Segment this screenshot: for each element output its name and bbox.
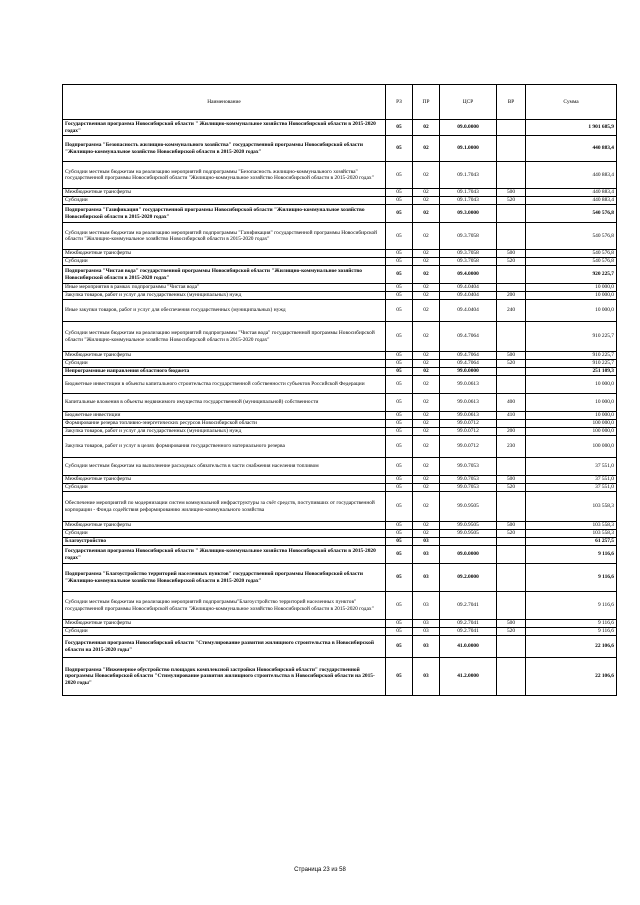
table-row: [63, 564, 617, 592]
cell-sum: 37 551,0: [526, 458, 617, 476]
header-csr: ЦСР: [440, 85, 497, 120]
cell-name: Иные закупки товаров, работ и услуг для обеспечения государственных (муниципальных) нужд: [63, 300, 386, 322]
cell-vr: 500: [497, 189, 526, 197]
cell-sum: 440 883,4: [526, 136, 617, 162]
cell-pr: 03: [413, 658, 440, 696]
cell-pr: 02: [413, 458, 440, 476]
cell-pr: 02: [413, 476, 440, 484]
cell-sum: 540 576,8: [526, 250, 617, 258]
page-number: Страница 23 из 58: [294, 867, 346, 873]
cell-vr: 230: [497, 436, 526, 458]
table-row: [63, 258, 617, 266]
table-row: [63, 292, 617, 300]
cell-rz: 05: [386, 258, 413, 266]
cell-name: Межбюджетные трансферты: [63, 620, 386, 628]
table-row: [63, 412, 617, 420]
cell-csr: 99.0.9505: [440, 530, 497, 538]
cell-vr: 500: [497, 352, 526, 360]
cell-name: Закупка товаров, работ и услуг для государственных (муниципальных) нужд: [63, 292, 386, 300]
cell-vr: 500: [497, 250, 526, 258]
cell-name: Бюджетные инвестиции в объекты капитального строительства государственной собственности субъектов Российской Федерации: [63, 376, 386, 394]
cell-name: Закупка товаров, работ и услуг для государственных (муниципальных) нужд: [63, 428, 386, 436]
cell-pr: 02: [413, 360, 440, 368]
cell-vr: [497, 538, 526, 546]
cell-name: Капитальные вложения в объекты недвижимого имущества государственной (муниципальной) собственности: [63, 394, 386, 412]
cell-rz: 05: [386, 522, 413, 530]
cell-vr: [497, 564, 526, 592]
cell-vr: [497, 162, 526, 189]
cell-csr: 99.0.0712: [440, 436, 497, 458]
cell-sum: 910 225,7: [526, 352, 617, 360]
cell-rz: 05: [386, 266, 413, 284]
cell-sum: 910 225,7: [526, 360, 617, 368]
cell-csr: 09.1.0000: [440, 136, 497, 162]
header-vr: ВР: [497, 85, 526, 120]
cell-name: Субсидии местным бюджетам на реализацию мероприятий подпрограммы "Чистая вода" государственной программы Новосибирской области "Жилищно-коммунальное хозяйство Новосибирской области в 2015-2020 годах": [63, 322, 386, 352]
cell-name: Субсидии: [63, 530, 386, 538]
cell-rz: 05: [386, 620, 413, 628]
table-row: [63, 428, 617, 436]
cell-rz: 05: [386, 360, 413, 368]
cell-sum: 103 558,3: [526, 530, 617, 538]
table-row: [63, 458, 617, 476]
cell-rz: 05: [386, 322, 413, 352]
header-name: Наименование: [63, 85, 386, 120]
cell-rz: 05: [386, 162, 413, 189]
cell-csr: 99.0.0712: [440, 420, 497, 428]
cell-rz: 05: [386, 292, 413, 300]
cell-rz: 05: [386, 136, 413, 162]
cell-vr: [497, 223, 526, 250]
cell-name: Закупка товаров, работ и услуг в целях формирования государственного материального резерва: [63, 436, 386, 458]
cell-csr: 09.4.7064: [440, 322, 497, 352]
cell-rz: 05: [386, 300, 413, 322]
cell-name: Субсидии местным бюджетам на реализацию мероприятий подпрограммы "Газификация" государственной программы Новосибирской области "Жилищно-коммунальное хозяйство Новосибирской области в 2015-2020 годах": [63, 223, 386, 250]
cell-sum: 100 000,0: [526, 428, 617, 436]
cell-name: Подпрограмма "Чистая вода" государственной программы Новосибирской области "Жилищно-коммунальное хозяйство Новосибирской области в 2015-2020 годах": [63, 266, 386, 284]
cell-sum: 910 225,7: [526, 322, 617, 352]
cell-sum: 22 106,6: [526, 658, 617, 696]
cell-sum: 100 000,0: [526, 436, 617, 458]
cell-pr: 02: [413, 136, 440, 162]
cell-pr: 02: [413, 300, 440, 322]
cell-sum: 61 257,5: [526, 538, 617, 546]
table-row: [63, 360, 617, 368]
table-row: [63, 636, 617, 658]
cell-csr: [440, 538, 497, 546]
cell-rz: 05: [386, 628, 413, 636]
cell-vr: 520: [497, 360, 526, 368]
cell-rz: 05: [386, 197, 413, 205]
cell-pr: 02: [413, 223, 440, 250]
cell-sum: 440 883,4: [526, 189, 617, 197]
cell-rz: 05: [386, 394, 413, 412]
cell-rz: 05: [386, 428, 413, 436]
cell-pr: 03: [413, 564, 440, 592]
cell-pr: 02: [413, 420, 440, 428]
cell-csr: 09.4.7064: [440, 352, 497, 360]
header-sum: Сумма: [526, 85, 617, 120]
cell-sum: 103 558,3: [526, 492, 617, 522]
cell-rz: 05: [386, 492, 413, 522]
cell-vr: [497, 658, 526, 696]
cell-sum: 22 106,6: [526, 636, 617, 658]
table-row: [63, 546, 617, 564]
cell-rz: 05: [386, 564, 413, 592]
cell-vr: [497, 458, 526, 476]
table-row: [63, 223, 617, 250]
cell-csr: 09.2.0000: [440, 564, 497, 592]
cell-csr: 09.1.7043: [440, 197, 497, 205]
cell-rz: 05: [386, 376, 413, 394]
table-row: [63, 266, 617, 284]
cell-vr: [497, 368, 526, 376]
cell-vr: 520: [497, 530, 526, 538]
cell-pr: 03: [413, 538, 440, 546]
cell-sum: 10 000,0: [526, 300, 617, 322]
cell-vr: [497, 546, 526, 564]
cell-rz: 05: [386, 412, 413, 420]
cell-rz: 05: [386, 476, 413, 484]
cell-csr: 99.0.9505: [440, 492, 497, 522]
cell-pr: 02: [413, 205, 440, 223]
cell-rz: 05: [386, 592, 413, 620]
cell-csr: 09.4.0404: [440, 292, 497, 300]
cell-csr: 09.4.0404: [440, 284, 497, 292]
cell-name: Субсидии местным бюджетам на выполнение расходных обязательств в части снабжения населения топливом: [63, 458, 386, 476]
cell-pr: 02: [413, 162, 440, 189]
cell-rz: 05: [386, 420, 413, 428]
table-row: [63, 628, 617, 636]
cell-name: Межбюджетные трансферты: [63, 250, 386, 258]
cell-name: Государственная программа Новосибирской области " Жилищно-коммунальное хозяйство Новосибирской области в 2015-2020 годах": [63, 120, 386, 136]
cell-vr: [497, 492, 526, 522]
cell-vr: [497, 205, 526, 223]
cell-sum: 10 000,0: [526, 376, 617, 394]
cell-vr: [497, 376, 526, 394]
cell-csr: 09.1.7043: [440, 189, 497, 197]
cell-vr: [497, 420, 526, 428]
cell-name: Субсидии: [63, 197, 386, 205]
cell-rz: 05: [386, 538, 413, 546]
cell-csr: 09.3.7058: [440, 223, 497, 250]
cell-pr: 02: [413, 522, 440, 530]
cell-name: Государственная программа Новосибирской области " Жилищно-коммунальное хозяйство Новосибирской области в 2015-2020 годах": [63, 546, 386, 564]
cell-name: Субсидии: [63, 258, 386, 266]
cell-pr: 02: [413, 530, 440, 538]
budget-table: [62, 84, 617, 696]
table-row: [63, 189, 617, 197]
cell-pr: 02: [413, 189, 440, 197]
table-body: [63, 120, 617, 696]
cell-csr: 09.3.7058: [440, 250, 497, 258]
cell-rz: 05: [386, 120, 413, 136]
cell-vr: [497, 322, 526, 352]
cell-name: Благоустройство: [63, 538, 386, 546]
cell-pr: 03: [413, 546, 440, 564]
cell-name: Субсидии: [63, 360, 386, 368]
header-rz: РЗ: [386, 85, 413, 120]
cell-vr: 200: [497, 428, 526, 436]
cell-csr: 09.2.7041: [440, 592, 497, 620]
cell-vr: 520: [497, 197, 526, 205]
cell-sum: 251 109,3: [526, 368, 617, 376]
cell-pr: 02: [413, 250, 440, 258]
cell-rz: 05: [386, 368, 413, 376]
cell-sum: 540 576,8: [526, 205, 617, 223]
cell-sum: 10 000,0: [526, 394, 617, 412]
cell-name: Субсидии: [63, 484, 386, 492]
table-row: [63, 492, 617, 522]
cell-sum: 9 116,6: [526, 628, 617, 636]
table-row: [63, 352, 617, 360]
cell-vr: [497, 592, 526, 620]
table-row: [63, 592, 617, 620]
cell-rz: 05: [386, 250, 413, 258]
cell-pr: 03: [413, 592, 440, 620]
cell-sum: 9 116,6: [526, 564, 617, 592]
cell-csr: 09.3.0000: [440, 205, 497, 223]
cell-pr: 03: [413, 636, 440, 658]
table-header-row: [63, 85, 617, 120]
cell-csr: 09.2.7041: [440, 620, 497, 628]
cell-pr: 02: [413, 284, 440, 292]
cell-vr: 520: [497, 258, 526, 266]
table-row: [63, 284, 617, 292]
cell-name: Подпрограмма "Газификация" государственной программы Новосибирской области "Жилищно-коммунальное хозяйство Новосибирской области в 2015-2020 годах": [63, 205, 386, 223]
cell-csr: 99.0.0613: [440, 394, 497, 412]
cell-pr: 03: [413, 628, 440, 636]
cell-sum: 440 883,4: [526, 162, 617, 189]
table-row: [63, 162, 617, 189]
cell-csr: 99.0.0000: [440, 368, 497, 376]
table-row: [63, 136, 617, 162]
cell-rz: 05: [386, 436, 413, 458]
table-row: [63, 197, 617, 205]
cell-sum: 10 000,0: [526, 412, 617, 420]
table-row: [63, 368, 617, 376]
cell-rz: 05: [386, 636, 413, 658]
cell-rz: 05: [386, 223, 413, 250]
cell-pr: 02: [413, 484, 440, 492]
cell-pr: 02: [413, 436, 440, 458]
table-row: [63, 436, 617, 458]
table-row: [63, 300, 617, 322]
cell-name: Межбюджетные трансферты: [63, 189, 386, 197]
cell-csr: 99.0.7053: [440, 476, 497, 484]
cell-csr: 09.4.0404: [440, 300, 497, 322]
cell-sum: 100 000,0: [526, 420, 617, 428]
cell-csr: 09.0.0000: [440, 120, 497, 136]
table-row: [63, 322, 617, 352]
cell-vr: [497, 266, 526, 284]
cell-vr: 240: [497, 300, 526, 322]
cell-sum: 540 576,8: [526, 223, 617, 250]
table-row: [63, 538, 617, 546]
cell-name: Субсидии: [63, 628, 386, 636]
cell-rz: 05: [386, 658, 413, 696]
cell-rz: 05: [386, 530, 413, 538]
cell-name: Подпрограмма "Благоустройство территорий населенных пунктов" государственной программы Новосибирской области "Жилищно-коммунальное хозяйство Новосибирской области в 2015-2020 годах": [63, 564, 386, 592]
table-row: [63, 205, 617, 223]
cell-sum: 10 000,0: [526, 292, 617, 300]
cell-rz: 05: [386, 189, 413, 197]
cell-csr: 99.0.7053: [440, 458, 497, 476]
cell-sum: 10 000,0: [526, 284, 617, 292]
cell-sum: 9 116,6: [526, 592, 617, 620]
cell-rz: 05: [386, 205, 413, 223]
cell-csr: 09.1.7043: [440, 162, 497, 189]
cell-name: Межбюджетные трансферты: [63, 352, 386, 360]
cell-csr: 99.0.7053: [440, 484, 497, 492]
cell-sum: 37 551,0: [526, 476, 617, 484]
cell-vr: 500: [497, 476, 526, 484]
cell-pr: 02: [413, 266, 440, 284]
cell-csr: 99.0.0613: [440, 412, 497, 420]
table-row: [63, 420, 617, 428]
cell-pr: 02: [413, 428, 440, 436]
cell-sum: 37 551,0: [526, 484, 617, 492]
cell-name: Обеспечение мероприятий по модернизации систем коммунальной инфраструктуры за счёт средств, поступивших от государственной корпорации - Фонда содействия реформированию жилищно-коммунального хозяйства: [63, 492, 386, 522]
table-row: [63, 250, 617, 258]
cell-name: Формирование резерва топливно-энергетических ресурсов Новосибирской области: [63, 420, 386, 428]
cell-name: Подпрограмма "Инженерное обустройство площадок комплексной застройки Новосибирской области" государственной программы Новосибирской области "Стимулирование развития жилищного строительства в Новосибирской области на 2015-2020 годы": [63, 658, 386, 696]
cell-rz: 05: [386, 458, 413, 476]
cell-csr: 41.2.0000: [440, 658, 497, 696]
cell-vr: [497, 120, 526, 136]
cell-csr: 09.0.0000: [440, 546, 497, 564]
cell-csr: 09.3.7058: [440, 258, 497, 266]
cell-rz: 05: [386, 284, 413, 292]
header-pr: ПР: [413, 85, 440, 120]
cell-vr: 500: [497, 620, 526, 628]
cell-name: Подпрограмма "Безопасность жилищно-коммунального хозяйства" государственной программы Новосибирской области "Жилищно-коммунальное хозяйство Новосибирской области в 2015-2020 годах": [63, 136, 386, 162]
table-row: [63, 376, 617, 394]
cell-name: Межбюджетные трансферты: [63, 476, 386, 484]
cell-csr: 99.0.0712: [440, 428, 497, 436]
cell-pr: 03: [413, 620, 440, 628]
cell-csr: 99.0.9505: [440, 522, 497, 530]
cell-csr: 09.2.7041: [440, 628, 497, 636]
cell-rz: 05: [386, 546, 413, 564]
cell-pr: 02: [413, 394, 440, 412]
cell-pr: 02: [413, 376, 440, 394]
table-row: [63, 484, 617, 492]
cell-rz: 05: [386, 352, 413, 360]
cell-name: Субсидии местным бюджетам на реализацию мероприятий подпрограммы"Благоустройство территорий населенных пунктов" государственной программы Новосибирской области "Жилищно-коммунальное хозяйство Новосибирской области в 2015-2020 годах": [63, 592, 386, 620]
cell-pr: 02: [413, 258, 440, 266]
table-row: [63, 394, 617, 412]
cell-sum: 540 576,8: [526, 258, 617, 266]
cell-name: Бюджетные инвестиции: [63, 412, 386, 420]
cell-pr: 02: [413, 322, 440, 352]
cell-csr: 99.0.0613: [440, 376, 497, 394]
cell-rz: 05: [386, 484, 413, 492]
cell-sum: 9 116,6: [526, 546, 617, 564]
cell-pr: 02: [413, 368, 440, 376]
table-row: [63, 522, 617, 530]
cell-sum: 9 116,6: [526, 620, 617, 628]
cell-name: Государственная программа Новосибирской области "Стимулирование развития жилищного строительства в Новосибирской области на 2015-2020 годы": [63, 636, 386, 658]
cell-vr: 410: [497, 412, 526, 420]
table-row: [63, 476, 617, 484]
cell-csr: 09.4.7064: [440, 360, 497, 368]
cell-vr: [497, 284, 526, 292]
cell-sum: 103 558,3: [526, 522, 617, 530]
cell-pr: 02: [413, 197, 440, 205]
cell-pr: 02: [413, 292, 440, 300]
cell-sum: 920 225,7: [526, 266, 617, 284]
cell-name: Субсидии местным бюджетам на реализацию мероприятий подпрограммы "Безопасность жилищно-коммунального хозяйства" государственной программы Новосибирской области "Жилищно-коммунальное хозяйство Новосибирской области в 2015-2020 годах": [63, 162, 386, 189]
cell-pr: 02: [413, 412, 440, 420]
cell-vr: [497, 136, 526, 162]
cell-vr: 520: [497, 484, 526, 492]
table-row: [63, 120, 617, 136]
table-row: [63, 620, 617, 628]
cell-vr: 200: [497, 292, 526, 300]
cell-vr: 500: [497, 522, 526, 530]
cell-name: Иные мероприятия в рамках подпрограммы "Чистая вода": [63, 284, 386, 292]
cell-sum: 1 901 685,9: [526, 120, 617, 136]
cell-name: Непрограммные направления областного бюджета: [63, 368, 386, 376]
cell-pr: 02: [413, 352, 440, 360]
cell-pr: 02: [413, 492, 440, 522]
cell-vr: [497, 636, 526, 658]
table-row: [63, 530, 617, 538]
cell-vr: 400: [497, 394, 526, 412]
cell-name: Межбюджетные трансферты: [63, 522, 386, 530]
cell-pr: 02: [413, 120, 440, 136]
cell-sum: 440 883,4: [526, 197, 617, 205]
cell-csr: 09.4.0000: [440, 266, 497, 284]
cell-vr: 520: [497, 628, 526, 636]
table-row: [63, 658, 617, 696]
cell-csr: 41.0.0000: [440, 636, 497, 658]
